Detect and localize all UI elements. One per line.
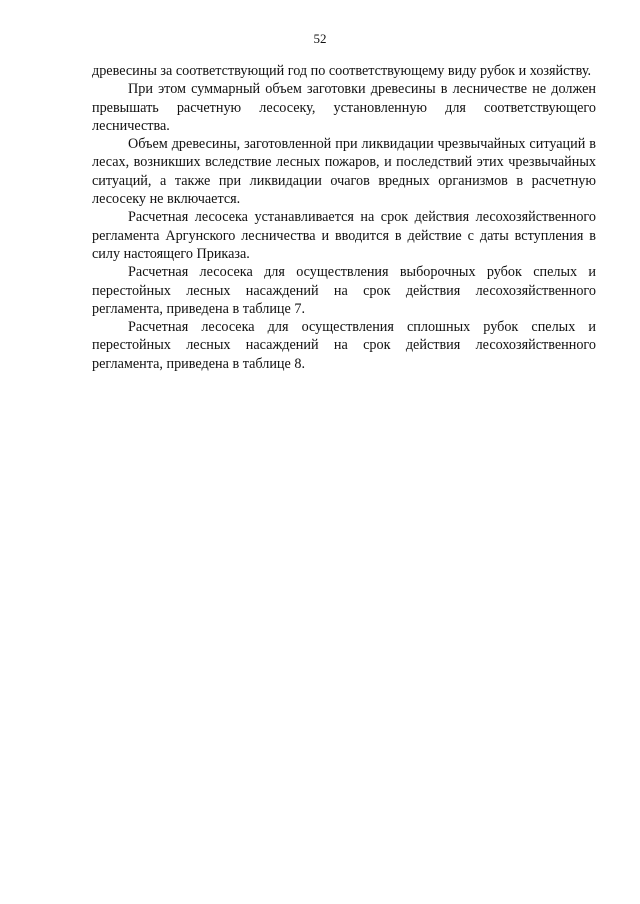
paragraph-emergency-exclusion: Объем древесины, заготовленной при ликвидации чрезвычайных ситуаций в лесах, возникших вследствие лесных пожаров, и последствий этих чрезвычайных ситуаций, а также при ликвидации очагов вредных организмов в расчетную лесосеку не включается. (92, 136, 596, 208)
paragraph-validity-period: Расчетная лесосека устанавливается на срок действия лесохозяйственного регламента Аргунского лесничества и вводится в действие с даты вступления в силу настоящего Приказа. (92, 209, 596, 262)
paragraph-continuation: древесины за соответствующий год по соответствующему виду рубок и хозяйству. (92, 63, 592, 79)
paragraph-harvest-limit: При этом суммарный объем заготовки древесины в лесничестве не должен превышать расчетную лесосеку, установленную для соответствующего лесничества. (92, 81, 596, 134)
paragraph-selective-felling: Расчетная лесосека для осуществления выборочных рубок спелых и перестойных лесных насаждений на срок действия лесохозяйственного регламента, приведена в таблице 7. (92, 264, 596, 317)
document-body (92, 62, 596, 373)
paragraph-clear-felling: Расчетная лесосека для осуществления сплошных рубок спелых и перестойных лесных насаждений на срок действия лесохозяйственного регламента, приведена в таблице 8. (92, 319, 596, 372)
page-number: 52 (313, 31, 327, 46)
